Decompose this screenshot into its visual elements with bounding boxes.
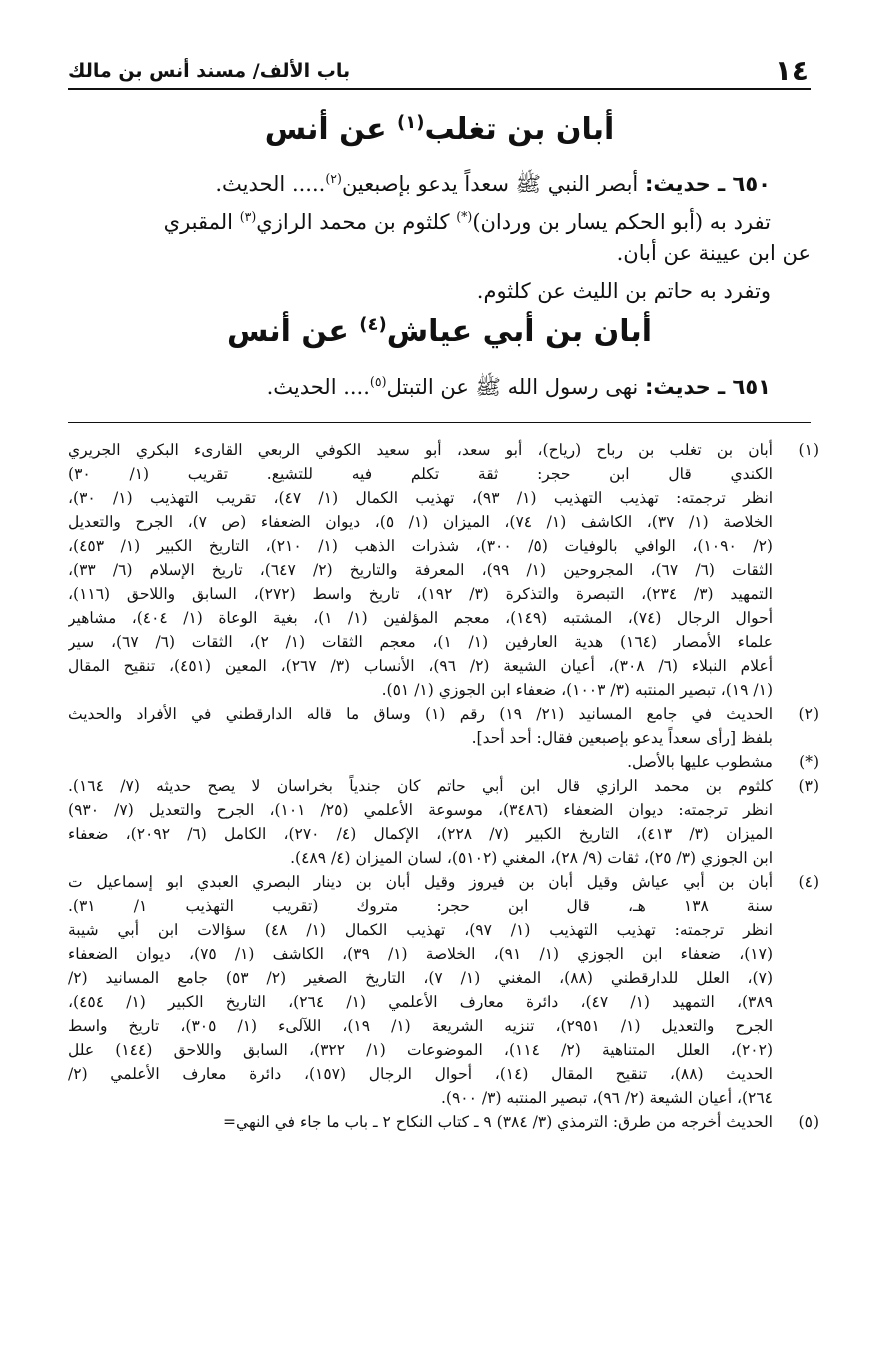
footnote-text: أحوال الرجال (٧٤)، المشتبه (١٤٩)، معجم المؤلفين (١/ ١)، بغية الوعاة (١/ ٤٠٤)، مشاهير bbox=[68, 609, 773, 627]
section-title-name: أبان بن أبي عياش bbox=[386, 314, 653, 349]
footnote-text: (٧)، العلل للدارقطني (٨٨)، المغني (١/ ٧)، التاريخ الصغير (٢/ ٥٣) جامع المسانيد (٢/ bbox=[68, 969, 773, 987]
footnote-text: الحديث (٨٨)، تنقيح المقال (١٤)، أحوال الرجال (١٥٧)، دائرة معارف الأعلمي (٢/ bbox=[68, 1065, 773, 1083]
footnote-number: (٥) bbox=[798, 1113, 819, 1131]
footnote-number: (٤) bbox=[798, 873, 819, 891]
page-header bbox=[68, 56, 811, 90]
footnote bbox=[68, 750, 819, 774]
footnote-text: علماء الأمصار (١٦٤) هدية العارفين (١/ ١)، معجم الثقات (١/ ٢)، الثقات (٦/ ٦٧)، سير bbox=[68, 633, 773, 651]
footnote-number: (٣) bbox=[798, 777, 819, 795]
hadith-650 bbox=[68, 165, 811, 198]
footnote-line bbox=[68, 438, 819, 462]
footnote bbox=[68, 702, 819, 750]
footnote-text: بلفظ [رأى سعداً يدعو بإصبعين فقال: أحد أحد]. bbox=[471, 729, 773, 747]
footnote-text: انظر ترجمته: تهذيب التهذيب (١/ ٩٧)، تهذيب الكمال (١/ ٤٨) سؤالات ابن أبي شيبة bbox=[68, 921, 773, 939]
section-title-aban-bin-taghlib bbox=[68, 112, 811, 147]
footnote-line bbox=[68, 1086, 819, 1110]
footnote-text: انظر ترجمته: ديوان الضعفاء (٣٤٨٦)، موسوعة الأعلمي (٢٥/ ١٠١)، الجرح والتعديل (٧/ ٩٣٠) bbox=[68, 801, 773, 819]
footnote-ref: (١) bbox=[397, 112, 425, 133]
footnote-line bbox=[68, 966, 819, 990]
tafarrad-line-1 bbox=[68, 203, 811, 236]
footnote-line bbox=[68, 822, 819, 846]
footnote-line bbox=[68, 942, 819, 966]
footnote-text: ٢٦٤)، أعيان الشيعة (٢/ ٩٦)، تبصير المنتبه (٣/ ٩٠٠). bbox=[441, 1089, 773, 1107]
footnote-line bbox=[68, 1038, 819, 1062]
footnote-line bbox=[68, 918, 819, 942]
footnote-line bbox=[68, 990, 819, 1014]
footnote-line bbox=[68, 510, 819, 534]
hadith-text: نهى رسول الله ﷺ عن التبتل bbox=[386, 375, 639, 399]
footnote-text: (٢/ ١٠٩٠)، الوافي بالوفيات (٥/ ٣٠٠)، شذرات الذهب (١/ ٢١٠)، التاريخ الكبير (١/ ٤٥٣)، bbox=[68, 537, 773, 555]
footnote-text: الثقات (٦/ ٦٧)، المجروحين (١/ ٩٩)، المعرفة والتاريخ (٢/ ٦٤٧)، تاريخ الإسلام (٦/ ٣٣)، bbox=[68, 561, 773, 579]
footnote-ref: (٤) bbox=[359, 314, 387, 335]
footnote-line bbox=[68, 1014, 819, 1038]
footnote-line bbox=[68, 558, 819, 582]
footnote-text: سنة ١٣٨ هـ، قال ابن حجر: متروك (تقريب التهذيب ١/ ٣١). bbox=[68, 897, 773, 915]
footnote-text: انظر ترجمته: تهذيب التهذيب (١/ ٩٣)، تهذيب الكمال (١/ ٤٧)، تقريب التهذيب (١/ ٣٠)، bbox=[68, 489, 773, 507]
footnote-text: ٣٨٩)، التمهيد (١/ ٤٧)، دائرة معارف الأعلمي (١/ ٢٦٤)، التاريخ الكبير (١/ ٤٥٤)، bbox=[68, 993, 773, 1011]
hadith-text: أبصر النبي ﷺ سعداً يدعو بإصبعين bbox=[341, 172, 639, 196]
footnote-text: (٢٠٢)، العلل المتناهية (٢/ ١١٤)، الموضوعات (١/ ٣٢٢)، السابق واللاحق (١٤٤) علل bbox=[68, 1041, 773, 1059]
footnote-text: الجرح والتعديل (١/ ٢٩٥١)، تنزيه الشريعة (١/ ١٩)، اللآلىء (١/ ٣٠٥)، تاريخ واسط bbox=[68, 1017, 773, 1035]
text-part: تفرد به (أبو الحكم يسار بن وردان) bbox=[472, 210, 771, 234]
footnote-text: (١٧)، ضعفاء ابن الجوزي (١/ ٩١)، الخلاصة (١/ ٣٩)، الكاشف (١/ ٧٥)، ديوان الضعفاء bbox=[68, 945, 773, 963]
running-title: باب الألف/ مسند أنس بن مالك bbox=[68, 60, 351, 82]
hadith-label: ٦٥١ ـ حديث: bbox=[644, 375, 771, 399]
footnote-text: الخلاصة (١/ ٣٧)، الكاشف (١/ ٧٤)، الميزان (١/ ٥)، ديوان الضعفاء (ص ٧)، الجرح والتعديل bbox=[68, 513, 773, 531]
footnote-text: التمهيد (٣/ ٢٣٤)، التبصرة والتذكرة (٣/ ١٩٢)، تاريخ واسط (٢٧٢)، السابق واللاحق (١١٦)، bbox=[68, 585, 773, 603]
footnote-text: مشطوب عليها بالأصل. bbox=[627, 753, 773, 771]
footnote-line bbox=[68, 654, 819, 678]
text-part: كلثوم بن محمد الرازي bbox=[256, 210, 450, 234]
footnote-line bbox=[68, 630, 819, 654]
footnote-text: الحديث في جامع المسانيد (٢١/ ١٩) رقم (١) وساق ما قاله الدارقطني في الأفراد والحديث bbox=[68, 705, 773, 723]
footnote-ref: (٢) bbox=[325, 171, 342, 186]
section-title-aban-bin-abi-ayyash bbox=[68, 314, 811, 349]
footnote-line bbox=[68, 798, 819, 822]
footnote-text: الميزان (٣/ ٤١٣)، التاريخ الكبير (٧/ ٢٢٨)، الإكمال (٤/ ٢٧٠)، الكامل (٦/ ٢٠٩٢)، ضعفاء bbox=[68, 825, 773, 843]
footnote-ref: (٣) bbox=[239, 209, 257, 224]
footnote-line bbox=[68, 846, 819, 870]
footnote-text: أبان بن تغلب بن رباح (رياح)، أبو سعد، أبو سعيد الكوفي الربعي القارىء البكري الجريري bbox=[68, 441, 773, 459]
footnote bbox=[68, 438, 819, 702]
footnotes bbox=[68, 438, 819, 1134]
footnote-ref: (*) bbox=[456, 209, 473, 224]
footnote-text: ابن الجوزي (٣/ ٢٥)، ثقات (٩/ ٢٨)، المغني (٥١٠٢)، لسان الميزان (٤/ ٤٨٩). bbox=[290, 849, 773, 867]
footnote-number: (١) bbox=[798, 441, 819, 459]
footnote-line bbox=[68, 462, 819, 486]
footnote bbox=[68, 1110, 819, 1134]
page-number: ١٤ bbox=[774, 54, 809, 87]
hadith-label: ٦٥٠ ـ حديث: bbox=[644, 172, 771, 196]
text-part: المقبري bbox=[163, 210, 233, 234]
footnote-number: (٢) bbox=[798, 705, 819, 723]
footnote-number: (*) bbox=[799, 753, 819, 771]
footnote-line bbox=[68, 606, 819, 630]
hadith-tail: .... الحديث. bbox=[266, 375, 370, 399]
footnote-separator bbox=[68, 422, 811, 423]
footnote bbox=[68, 870, 819, 1110]
footnote-line bbox=[68, 1062, 819, 1086]
footnote-text: (١/ ١٩)، تبصير المنتبه (٣/ ١٠٠٣)، ضعفاء ابن الجوزي (١/ ٥١). bbox=[381, 681, 773, 699]
footnote-line bbox=[68, 678, 819, 702]
footnote bbox=[68, 774, 819, 870]
footnote-line bbox=[68, 702, 819, 726]
footnote-line bbox=[68, 870, 819, 894]
hadith-tail: ..... الحديث. bbox=[215, 172, 326, 196]
footnote-line bbox=[68, 534, 819, 558]
header-rule bbox=[68, 88, 811, 90]
tafarrad-line-2: وتفرد به حاتم بن الليث عن كلثوم. bbox=[476, 279, 771, 303]
footnote-line bbox=[68, 1110, 819, 1134]
hadith-651 bbox=[68, 368, 811, 401]
section-title-name: أبان بن تغلب bbox=[424, 112, 615, 147]
footnote-line bbox=[68, 774, 819, 798]
section-title-tail: عن أنس bbox=[264, 112, 387, 147]
footnote-text: الكندي قال ابن حجر: ثقة تكلم فيه للتشيع. تقريب (١/ ٣٠) bbox=[68, 465, 773, 483]
footnote-line bbox=[68, 750, 819, 774]
an-uyayna-line: عن ابن عيينة عن أبان. bbox=[616, 241, 811, 265]
footnote-text: الحديث أخرجه من طرق: الترمذي (٣/ ٣٨٤) ٩ ـ كتاب النكاح ٢ ـ باب ما جاء في النهي= bbox=[223, 1113, 773, 1131]
footnote-text: أبان بن أبي عياش وقيل أبان بن فيروز وقيل أبان بن دينار البصري العبدي ابو إسماعيل ت bbox=[68, 873, 773, 891]
section-title-tail: عن أنس bbox=[226, 314, 349, 349]
footnote-line bbox=[68, 486, 819, 510]
footnote-text: أعلام النبلاء (٦/ ٣٠٨)، أعيان الشيعة (٢/ ٩٦)، الأنساب (٣/ ٢٦٧)، المعين (٤٥١)، تنقيح المقال bbox=[68, 657, 773, 675]
footnote-text: كلثوم بن محمد الرازي قال ابن أبي حاتم كان جندياً بخراسان لا يصح حديثه (٧/ ١٦٤). bbox=[68, 777, 773, 795]
footnote-ref: (٥) bbox=[369, 374, 387, 389]
footnote-line bbox=[68, 894, 819, 918]
footnote-line bbox=[68, 726, 819, 750]
footnote-line bbox=[68, 582, 819, 606]
